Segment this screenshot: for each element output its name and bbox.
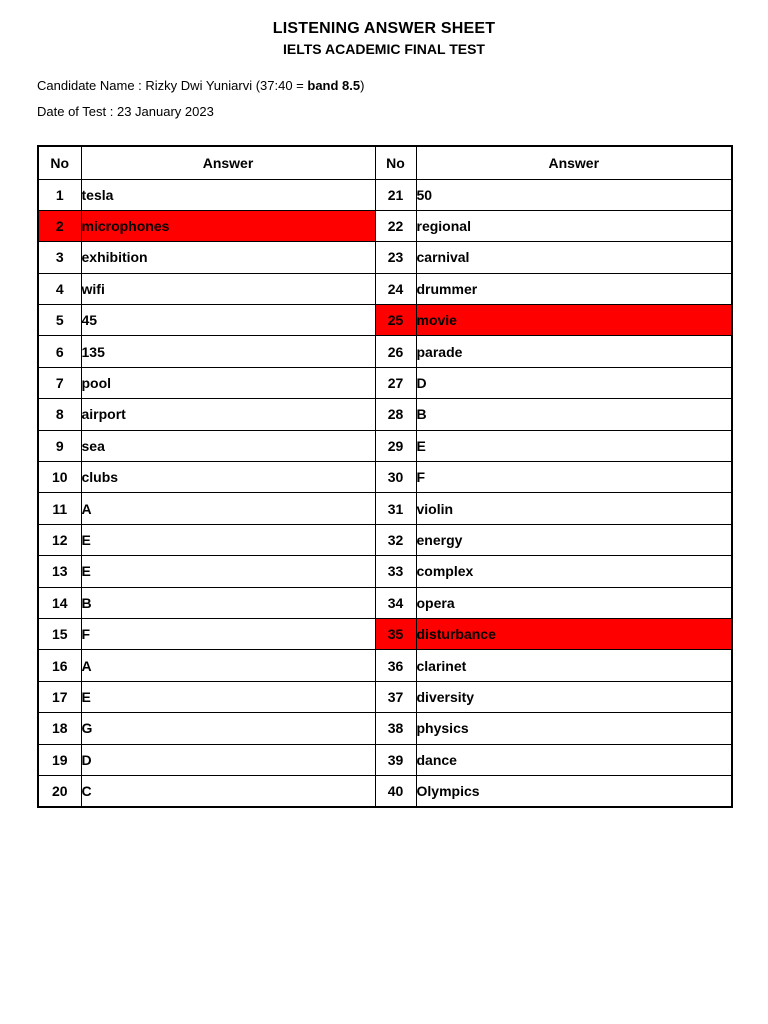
answer-text-left: 135: [81, 336, 375, 367]
answer-text-left: C: [81, 775, 375, 806]
test-date-info: [37, 104, 214, 120]
answer-text-right: carnival: [416, 242, 732, 273]
answer-number-right: 35: [375, 618, 416, 649]
table-row: [38, 744, 732, 775]
table-row: [38, 210, 732, 241]
answer-number-left: 7: [38, 367, 81, 398]
table-row: [38, 775, 732, 806]
document-subtitle: IELTS ACADEMIC FINAL TEST: [283, 41, 485, 57]
answer-number-right: 32: [375, 524, 416, 555]
document-title: LISTENING ANSWER SHEET: [272, 20, 496, 37]
answer-number-left: 5: [38, 305, 81, 336]
document-header: [0, 19, 768, 59]
table-row: [38, 367, 732, 398]
answer-number-left: 20: [38, 775, 81, 806]
answer-text-right: parade: [416, 336, 732, 367]
answer-text-left: wifi: [81, 273, 375, 304]
answer-text-right: clarinet: [416, 650, 732, 681]
answer-number-right: 23: [375, 242, 416, 273]
table-row: [38, 430, 732, 461]
table-row: [38, 462, 732, 493]
answer-number-left: 4: [38, 273, 81, 304]
answer-text-left: A: [81, 493, 375, 524]
header-answer-left: Answer: [81, 146, 375, 179]
table-row: [38, 556, 732, 587]
answer-text-left: D: [81, 744, 375, 775]
table-row: [38, 650, 732, 681]
answer-text-right: disturbance: [416, 618, 732, 649]
answer-text-right: 50: [416, 179, 732, 210]
header-no-left: No: [38, 146, 81, 179]
answer-text-right: diversity: [416, 681, 732, 712]
band-score: band 8.5: [307, 78, 361, 93]
answer-number-right: 21: [375, 179, 416, 210]
table-row: [38, 273, 732, 304]
answer-number-left: 19: [38, 744, 81, 775]
answer-number-right: 31: [375, 493, 416, 524]
answer-number-left: 13: [38, 556, 81, 587]
answer-text-left: pool: [81, 367, 375, 398]
answer-number-right: 25: [375, 305, 416, 336]
answer-text-right: Olympics: [416, 775, 732, 806]
answer-number-right: 28: [375, 399, 416, 430]
answer-number-left: 16: [38, 650, 81, 681]
table-row: [38, 305, 732, 336]
answer-number-left: 11: [38, 493, 81, 524]
answer-text-left: sea: [81, 430, 375, 461]
answer-number-left: 14: [38, 587, 81, 618]
answer-number-left: 12: [38, 524, 81, 555]
answer-text-right: F: [416, 462, 732, 493]
answer-text-left: G: [81, 713, 375, 744]
answer-number-left: 18: [38, 713, 81, 744]
answer-text-right: regional: [416, 210, 732, 241]
answer-text-left: microphones: [81, 210, 375, 241]
answer-text-left: E: [81, 524, 375, 555]
score-suffix: ): [360, 78, 365, 93]
answer-text-right: movie: [416, 305, 732, 336]
answer-text-left: tesla: [81, 179, 375, 210]
test-date-label: Date of Test :: [37, 104, 117, 119]
answer-number-left: 1: [38, 179, 81, 210]
answer-number-right: 24: [375, 273, 416, 304]
answer-text-right: energy: [416, 524, 732, 555]
answer-number-left: 9: [38, 430, 81, 461]
answer-text-left: A: [81, 650, 375, 681]
answer-table-body: [38, 179, 732, 807]
test-date-value: 23 January 2023: [116, 104, 214, 119]
score-prefix: (37:40 =: [252, 78, 308, 93]
candidate-label: Candidate Name :: [37, 78, 146, 93]
answer-number-right: 27: [375, 367, 416, 398]
answer-number-left: 17: [38, 681, 81, 712]
answer-number-left: 2: [38, 210, 81, 241]
answer-text-left: E: [81, 556, 375, 587]
answer-number-left: 8: [38, 399, 81, 430]
answer-text-left: E: [81, 681, 375, 712]
answer-text-left: 45: [81, 305, 375, 336]
table-row: [38, 336, 732, 367]
answer-number-right: 36: [375, 650, 416, 681]
answer-number-left: 15: [38, 618, 81, 649]
answer-number-left: 6: [38, 336, 81, 367]
answer-text-left: airport: [81, 399, 375, 430]
answer-number-right: 26: [375, 336, 416, 367]
answer-text-right: D: [416, 367, 732, 398]
candidate-info: [37, 78, 364, 94]
answer-number-right: 39: [375, 744, 416, 775]
table-row: [38, 524, 732, 555]
answer-number-right: 30: [375, 462, 416, 493]
answer-text-right: physics: [416, 713, 732, 744]
answer-text-right: complex: [416, 556, 732, 587]
answer-number-right: 34: [375, 587, 416, 618]
answer-text-left: clubs: [81, 462, 375, 493]
answer-table-header-row: [38, 146, 732, 179]
answer-text-right: dance: [416, 744, 732, 775]
answer-text-right: E: [416, 430, 732, 461]
table-row: [38, 242, 732, 273]
answer-number-right: 22: [375, 210, 416, 241]
table-row: [38, 587, 732, 618]
answer-text-left: exhibition: [81, 242, 375, 273]
answer-text-right: B: [416, 399, 732, 430]
answer-number-right: 29: [375, 430, 416, 461]
answer-text-right: violin: [416, 493, 732, 524]
answer-number-right: 40: [375, 775, 416, 806]
header-no-right: No: [375, 146, 416, 179]
candidate-name: Rizky Dwi Yuniarvi: [145, 78, 253, 93]
answer-text-left: B: [81, 587, 375, 618]
table-row: [38, 399, 732, 430]
header-answer-right: Answer: [416, 146, 732, 179]
answer-text-right: drummer: [416, 273, 732, 304]
table-row: [38, 179, 732, 210]
answer-text-right: opera: [416, 587, 732, 618]
answer-table: [37, 145, 733, 808]
answer-number-left: 3: [38, 242, 81, 273]
answer-number-left: 10: [38, 462, 81, 493]
table-row: [38, 713, 732, 744]
answer-number-right: 38: [375, 713, 416, 744]
table-row: [38, 493, 732, 524]
answer-number-right: 37: [375, 681, 416, 712]
table-row: [38, 681, 732, 712]
answer-number-right: 33: [375, 556, 416, 587]
answer-text-left: F: [81, 618, 375, 649]
table-row: [38, 618, 732, 649]
